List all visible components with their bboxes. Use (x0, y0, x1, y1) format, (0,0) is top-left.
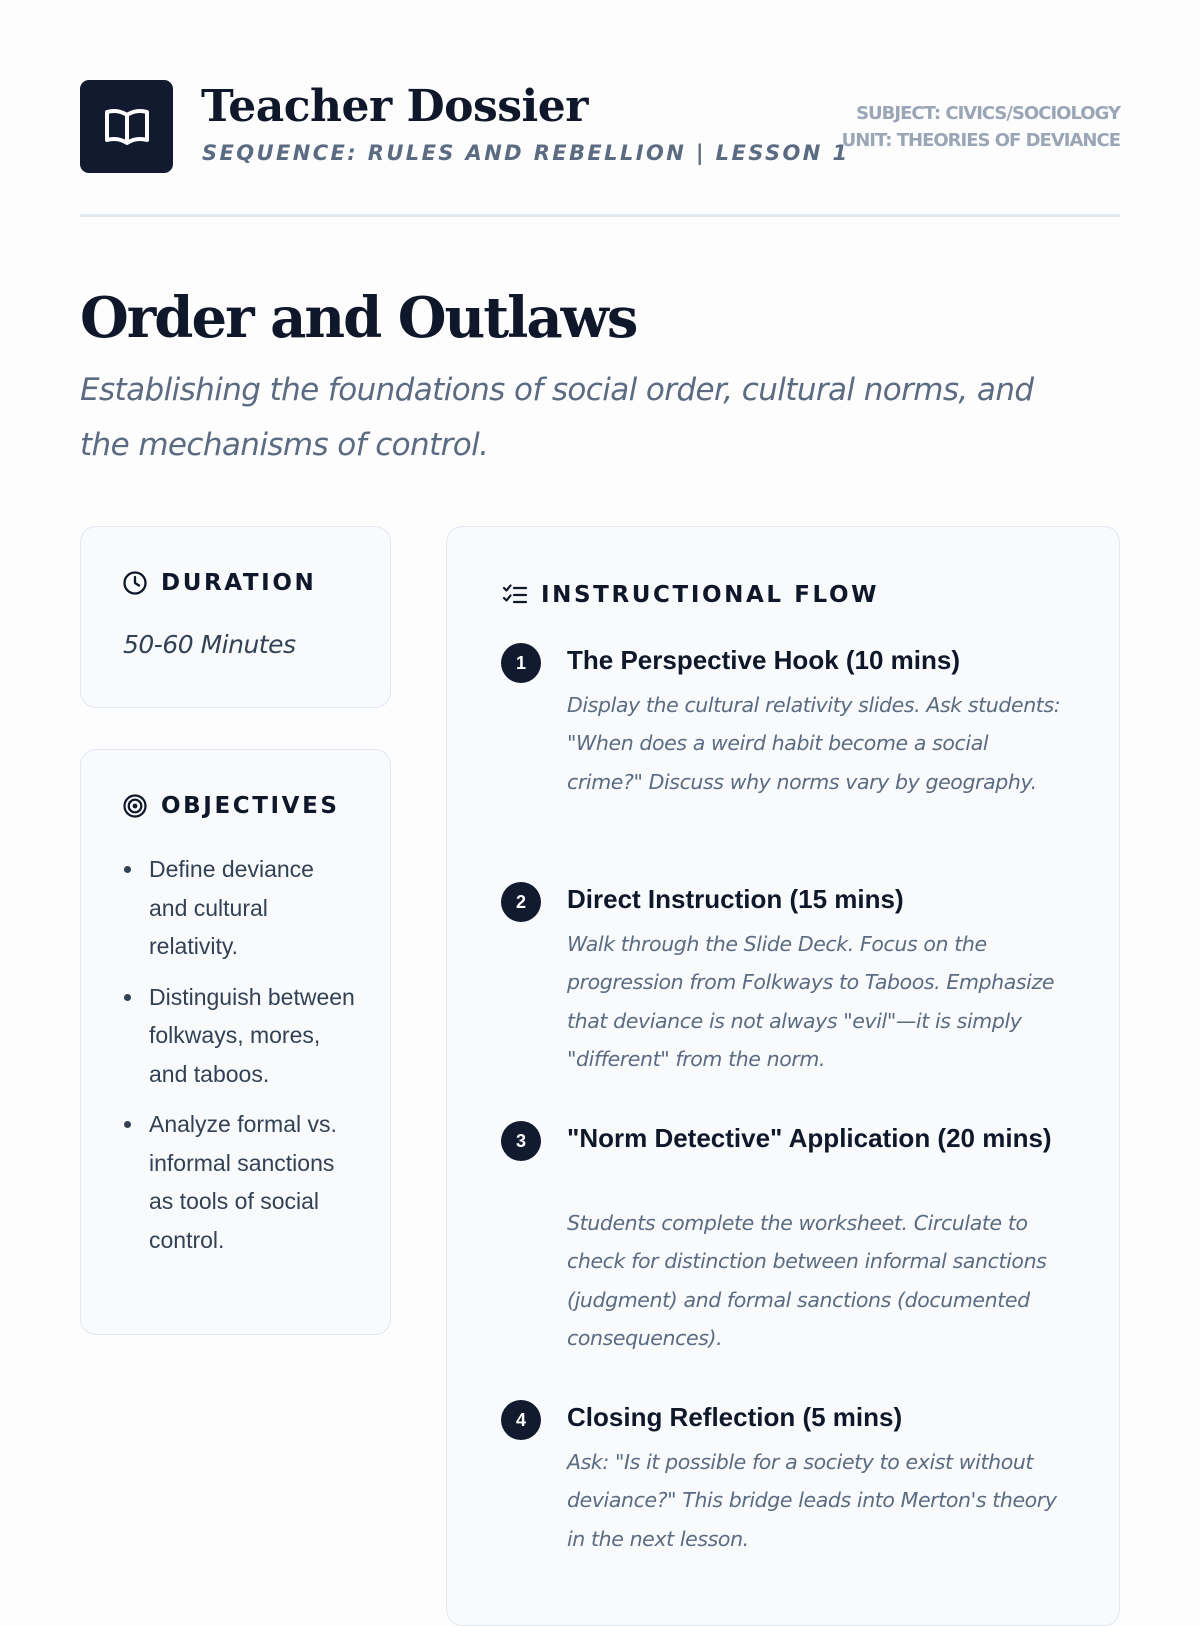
objective-item: Distinguish between folkways, mores, and taboos. (123, 978, 358, 1094)
step-title: Closing Reflection (5 mins) (567, 1402, 903, 1432)
teacher-dossier-page (80, 0, 1120, 1600)
step-title: Direct Instruction (15 mins) (567, 884, 904, 914)
step-number-badge: 4 (501, 1400, 541, 1440)
lesson-title: Order and Outlaws (80, 285, 637, 351)
dossier-title: Teacher Dossier (201, 81, 588, 132)
step-number-badge: 2 (501, 882, 541, 922)
objective-item: Define deviance and cultural relativity. (123, 850, 358, 966)
duration-heading (121, 569, 316, 597)
step-description: Ask: "Is it possible for a society to exist without deviance?" This bridge leads into Merton's theory in the next lesson. (567, 1450, 1057, 1551)
course-meta (842, 100, 1120, 154)
flow-heading-label: INSTRUCTIONAL FLOW (541, 582, 880, 608)
step-title: The Perspective Hook (10 mins) (567, 645, 961, 675)
objective-item: Analyze formal vs. informal sanctions as tools of social control. (123, 1105, 358, 1259)
step-description: Display the cultural relativity slides. Ask students: "When does a weird habit become a social crime?" Discuss why norms vary by geography. (567, 693, 1061, 794)
target-icon (121, 792, 149, 820)
open-book-icon (103, 107, 151, 147)
duration-card (80, 526, 391, 708)
flow-heading (501, 581, 879, 609)
step-number-badge: 1 (501, 643, 541, 683)
lesson-subtitle: Establishing the foundations of social order, cultural norms, and the mechanisms of control. (80, 372, 1034, 463)
duration-value: 50-60 Minutes (123, 630, 296, 659)
step-description: Walk through the Slide Deck. Focus on the progression from Folkways to Taboos. Emphasize that deviance is not always "evil"—it is simply "different" from the norm. (567, 932, 1055, 1071)
objectives-heading (121, 792, 340, 820)
step-number-badge: 3 (501, 1121, 541, 1161)
step-title: "Norm Detective" Application (20 mins) (567, 1123, 1052, 1153)
clock-icon (121, 569, 149, 597)
instructional-flow-card (446, 526, 1120, 1626)
sequence-subtitle: SEQUENCE: RULES AND REBELLION | LESSON 1 (202, 141, 850, 165)
objectives-card (80, 749, 391, 1335)
unit-label: UNIT: THEORIES OF DEVIANCE (841, 130, 1120, 151)
objectives-list (123, 850, 358, 1271)
subject-label: SUBJECT: CIVICS/SOCIOLOGY (856, 103, 1120, 124)
duration-heading-label: DURATION (161, 570, 317, 596)
dossier-header (80, 80, 1120, 172)
step-description: Students complete the worksheet. Circulate to check for distinction between informal sanctions (judgment) and formal sanctions (documented consequences). (567, 1211, 1047, 1350)
objectives-heading-label: OBJECTIVES (161, 793, 340, 819)
logo-badge (80, 80, 173, 173)
checklist-icon (501, 581, 529, 609)
header-divider (80, 214, 1120, 217)
